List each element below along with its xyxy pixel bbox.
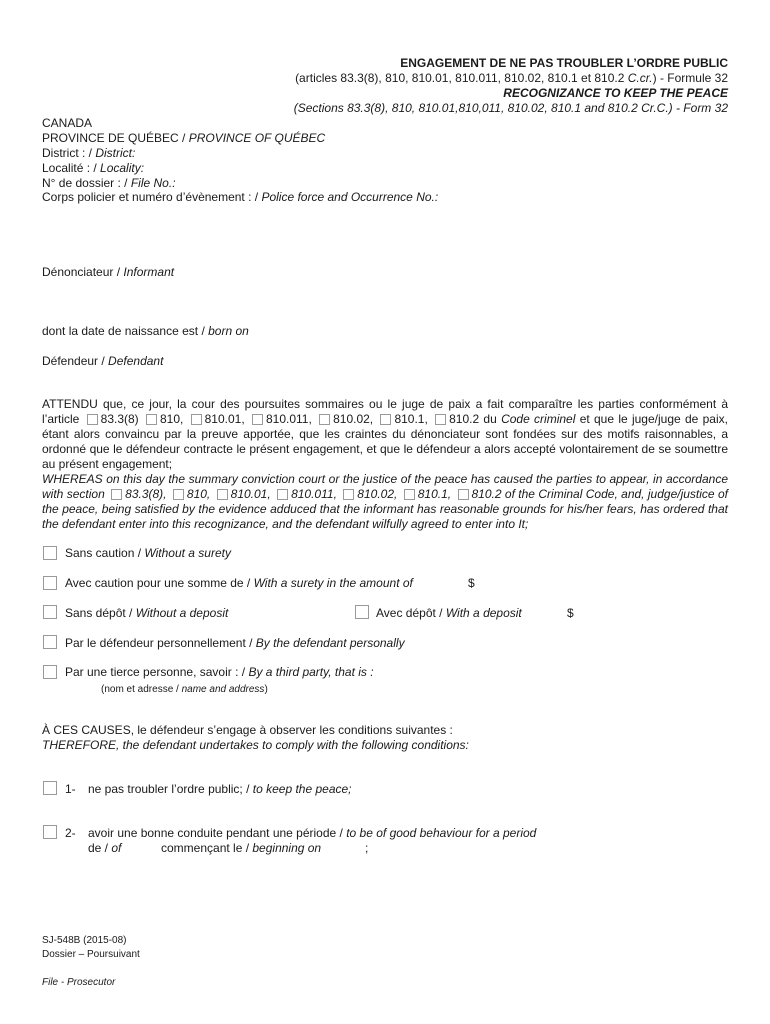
no-surety-en: Without a surety <box>144 546 231 560</box>
police-force-label <box>42 190 438 205</box>
informant-fr: Dénonciateur / <box>42 265 124 279</box>
file-number-label <box>42 176 176 191</box>
condition-2-number: 2- <box>65 826 76 840</box>
articles-fr-a: (articles 83.3(8), 810, 810.01, 810.011, 810.02, 810.1 et 810.2 <box>295 71 628 85</box>
articles-fr <box>295 71 728 86</box>
whereas-fr-intro: ATTENDU que, ce jour, la cour des poursuites sommaires ou le juge de paix a fait comparaître les parties conformément à l’article <box>42 397 728 426</box>
personally-label <box>65 636 405 651</box>
section-checkbox[interactable] <box>111 489 122 500</box>
copy-destination-fr: Dossier – Poursuivant <box>42 949 140 960</box>
born-on-label <box>42 324 249 339</box>
whereas-en-intro: WHEREAS on this day the summary conviction court or the justice of the peace has caused the parties to appear, in accordance with section <box>42 472 728 501</box>
police-en: Police force and Occurrence No.: <box>261 190 439 204</box>
third-party-label <box>65 665 374 680</box>
section-label: 83.3(8) <box>100 412 139 426</box>
c2-begin-fr: commençant le / <box>161 841 253 855</box>
with-surety-label <box>65 576 413 591</box>
section-label: 810.01, <box>230 487 271 501</box>
section-label: 810, <box>186 487 211 501</box>
defendant-label <box>42 354 163 369</box>
section-label: 810.1, <box>394 412 428 426</box>
condition-2-beginning <box>161 841 321 856</box>
no-deposit-en: Without a deposit <box>135 606 229 620</box>
deposit-en: With a deposit <box>445 606 522 620</box>
third-en: By a third party, that is : <box>248 665 374 679</box>
section-label: 810.02, <box>333 412 374 426</box>
section-label: 810.1, <box>417 487 452 501</box>
form-code: SJ-548B (2015-08) <box>42 935 127 946</box>
section-label: 810.011, <box>291 487 337 501</box>
c1-fr: ne pas troubler l’ordre public; / <box>88 782 253 796</box>
whereas-paragraph-en <box>42 472 728 532</box>
district-label <box>42 146 135 161</box>
code-criminel: Code criminel <box>501 412 576 426</box>
c2-begin-en: beginning on <box>252 841 322 855</box>
section-checkbox[interactable] <box>217 489 228 500</box>
with-deposit-checkbox[interactable] <box>355 605 369 619</box>
condition-1-checkbox[interactable] <box>43 781 57 795</box>
surety-en: With a surety in the amount of <box>253 576 413 590</box>
section-checkbox[interactable] <box>191 414 202 425</box>
section-checkbox[interactable] <box>146 414 157 425</box>
informant-en: Informant <box>123 265 175 279</box>
district-en: District: <box>95 146 136 160</box>
province-fr: PROVINCE DE QUÉBEC / <box>42 131 189 145</box>
section-checkbox[interactable] <box>319 414 330 425</box>
locality-en: Locality: <box>100 161 145 175</box>
name-addr-fr: (nom et adresse / <box>101 684 182 695</box>
no-deposit-label <box>65 606 228 621</box>
section-checkbox[interactable] <box>435 414 446 425</box>
condition-1-label <box>88 782 352 797</box>
surety-fr: Avec caution pour une somme de / <box>65 576 254 590</box>
personally-fr: Par le défendeur personnellement / <box>65 636 256 650</box>
deposit-fr: Avec dépôt / <box>376 606 446 620</box>
province-en: PROVINCE OF QUÉBEC <box>188 131 326 145</box>
whereas-en-rest: 810.2 of the Criminal Code, and, judge/justice of the peace, being satisfied by the evidence adduced that the informant has reasonable grounds for his/her fears, has ordered that the defendant enter into this recognizance, and the defendant wilfully agreed to enter into It; <box>42 487 728 531</box>
condition-2-end: ; <box>365 841 369 855</box>
condition-2-checkbox[interactable] <box>43 825 57 839</box>
district-fr: District : / <box>42 146 96 160</box>
section-label: 83.3(8), <box>125 487 167 501</box>
sections-en: (Sections 83.3(8), 810, 810.01,810,011, 810.02, 810.1 and 810.2 Cr.C.) - Form 32 <box>293 101 728 115</box>
copy-destination-en: File - Prosecutor <box>42 977 116 988</box>
c1-en: to keep the peace; <box>252 782 352 796</box>
no-surety-checkbox[interactable] <box>43 546 57 560</box>
no-deposit-checkbox[interactable] <box>43 605 57 619</box>
personally-en: By the defendant personally <box>255 636 405 650</box>
file-fr: N° de dossier : / <box>42 176 131 190</box>
name-addr-close: ) <box>264 684 268 695</box>
condition-1-number: 1- <box>65 782 76 796</box>
born-en: born on <box>208 324 249 338</box>
whereas-fr-rest: et que le juge/juge de paix, étant alors convaincu par la preuve apportée, que les craintes du dénonciateur sont fondées sur des motifs raisonnables, a ordonné que le défendeur contracte le présent engagement, et que le défendeur a alors accepté volontairement de se soumettre au présent engagement; <box>42 412 728 471</box>
articles-fr-ccr: C.cr. <box>627 71 653 85</box>
section-label: 810.2 du <box>449 412 502 426</box>
section-label: 810.011, <box>265 412 312 426</box>
informant-label <box>42 265 174 280</box>
file-en: File No.: <box>130 176 176 190</box>
section-checkbox[interactable] <box>87 414 98 425</box>
third-fr: Par une tierce personne, savoir : / <box>65 665 249 679</box>
c2-en: to be of good behaviour for a period <box>346 826 537 840</box>
deposit-currency: $ <box>567 606 574 620</box>
locality-label <box>42 161 144 176</box>
conditions-intro-en: THEREFORE, the defendant undertakes to comply with the following conditions: <box>42 738 469 752</box>
c2-fr: avoir une bonne conduite pendant une période / <box>88 826 347 840</box>
c2-of-en: of <box>111 841 122 855</box>
personally-checkbox[interactable] <box>43 635 57 649</box>
name-addr-en: name and address <box>181 684 265 695</box>
section-checkbox[interactable] <box>380 414 391 425</box>
articles-fr-b: ) - Formule 32 <box>652 71 728 85</box>
no-surety-label <box>65 546 231 561</box>
condition-2-label <box>88 826 536 841</box>
born-fr: dont la date de naissance est / <box>42 324 209 338</box>
section-checkbox[interactable] <box>173 489 184 500</box>
section-checkbox[interactable] <box>277 489 288 500</box>
defendant-en: Defendant <box>108 354 164 368</box>
section-checkbox[interactable] <box>458 489 469 500</box>
whereas-paragraph-fr <box>42 397 728 472</box>
section-label: 810.01, <box>204 412 245 426</box>
third-party-checkbox[interactable] <box>43 665 57 679</box>
defendant-fr: Défendeur / <box>42 354 109 368</box>
c2-of-fr: de / <box>88 841 112 855</box>
section-checkbox[interactable] <box>404 489 415 500</box>
title-en: RECOGNIZANCE TO KEEP THE PEACE <box>503 86 728 100</box>
with-surety-checkbox[interactable] <box>43 576 57 590</box>
no-deposit-fr: Sans dépôt / <box>65 606 136 620</box>
surety-currency: $ <box>468 576 475 590</box>
section-checkbox[interactable] <box>252 414 263 425</box>
police-fr: Corps policier et numéro d’évènement : / <box>42 190 262 204</box>
conditions-intro-fr: À CES CAUSES, le défendeur s’engage à observer les conditions suivantes : <box>42 723 453 737</box>
section-label: 810, <box>159 412 184 426</box>
canada-label: CANADA <box>42 116 93 130</box>
no-surety-fr: Sans caution / <box>65 546 145 560</box>
section-label: 810.02, <box>357 487 398 501</box>
locality-fr: Localité : / <box>42 161 101 175</box>
section-checkbox[interactable] <box>343 489 354 500</box>
with-deposit-label <box>376 606 522 621</box>
province-label <box>42 131 325 146</box>
title-fr: ENGAGEMENT DE NE PAS TROUBLER L’ORDRE PUBLIC <box>400 56 728 70</box>
name-address-hint <box>101 682 268 697</box>
condition-2-period-of <box>88 841 121 856</box>
